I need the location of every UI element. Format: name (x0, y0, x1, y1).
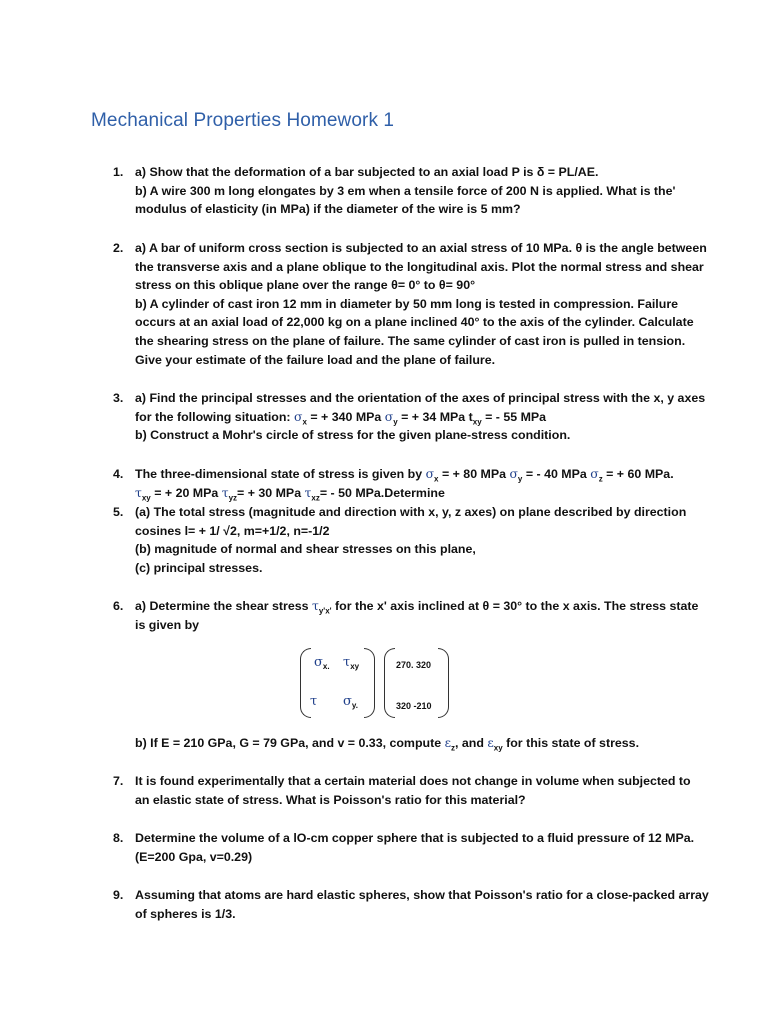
subscript: x. (322, 662, 330, 672)
subscript: x (434, 474, 439, 484)
page-title: Mechanical Properties Homework 1 (91, 110, 395, 131)
question-text: It is found experimentally that a certain material does not change in volume when subjected to (135, 774, 691, 788)
question-text: (c) principal stresses. (135, 560, 263, 575)
sigma-symbol: σ (294, 408, 303, 424)
question-number: 7. (113, 774, 124, 788)
question-7 (113, 772, 693, 809)
text-run: a) Determine the shear stress (135, 599, 312, 613)
question-text: b) A wire 300 m long elongates by 3 em when a tensile force of 200 N is applied. What is the' (135, 183, 676, 198)
question-text: Determine the volume of a lO-cm copper sphere that is subjected to a fluid pressure of 12 MPa. (135, 831, 695, 845)
text-run: = - 55 MPa (481, 409, 547, 424)
question-4 (113, 465, 693, 502)
matrix-cell (343, 694, 358, 709)
question-text: of spheres is 1/3. (135, 906, 236, 921)
text-run: for this state of stress. (502, 736, 640, 750)
question-3 (113, 389, 706, 445)
question-text (135, 734, 693, 753)
text-run: = + 80 MPa (438, 467, 510, 481)
question-text: b) Construct a Mohr's circle of stress for the given plane-stress condition. (135, 428, 571, 443)
epsilon-symbol: ε (487, 735, 494, 750)
text-run: = + 30 MPa (237, 485, 305, 500)
question-number: 3. (113, 391, 124, 405)
question-9 (113, 886, 709, 923)
sigma-symbol: σ (384, 408, 394, 424)
matrix-bracket-left (384, 648, 395, 718)
question-1 (113, 163, 693, 219)
subscript: xz (311, 493, 320, 503)
sigma-symbol: σ (314, 655, 323, 670)
sigma-symbol: σ (343, 694, 352, 709)
question-text (135, 408, 693, 427)
matrix-cell (310, 694, 317, 709)
subscript: y'x' (318, 606, 332, 616)
question-text: an elastic state of stress. What is Poisson's ratio for this material? (135, 792, 526, 807)
question-text: Assuming that atoms are hard elastic spheres, show that Poisson's ratio for a close-packed array (135, 888, 709, 902)
tau-symbol: τ (310, 694, 318, 709)
tau-symbol: τ (343, 655, 351, 670)
text-run: for the x' axis inclined at θ = 30° to the x axis. The stress state (331, 599, 699, 613)
question-text: a) Find the principal stresses and the orientation of the axes of principal stress with the x, y axes (135, 391, 706, 405)
question-text: stress on this oblique plane over the range θ= 0° to θ= 90° (135, 278, 476, 293)
question-text: the transverse axis and a plane oblique to the longitudinal axis. Plot the normal stress and shear (135, 259, 704, 274)
epsilon-symbol: ε (444, 735, 451, 750)
question-2 (113, 239, 707, 369)
tau-symbol: τ (135, 484, 142, 500)
matrix-cell (314, 655, 330, 670)
subscript: z (450, 743, 455, 753)
question-text: Give your estimate of the failure load and the plane of failure. (135, 352, 496, 367)
question-text (135, 597, 699, 616)
question-5 (113, 503, 693, 577)
subscript: z (598, 474, 603, 484)
text-run: = - 50 MPa.Determine (319, 485, 445, 500)
text-run: = + 34 MPa t (397, 409, 473, 424)
question-text: cosines l= + 1/ √2, m=+1/2, n=-1/2 (135, 523, 330, 538)
question-text (135, 465, 693, 484)
question-text: a) Show that the deformation of a bar subjected to an axial load P is δ = PL/AE. (135, 165, 599, 179)
matrix-bracket-right (364, 648, 375, 718)
sigma-symbol: σ (509, 466, 518, 481)
question-number: 8. (113, 831, 124, 845)
question-text: (b) magnitude of normal and shear stresses on this plane, (135, 542, 476, 557)
question-number: 1. (113, 165, 124, 179)
text-run: = + 60 MPa. (602, 467, 674, 481)
matrix-row: 270. 320 (396, 660, 432, 670)
text-run: for the following situation: (135, 409, 294, 424)
sigma-symbol: σ (590, 466, 599, 481)
question-text: (E=200 Gpa, v=0.29) (135, 849, 253, 864)
text-run: = + 20 MPa (150, 485, 222, 500)
matrix-bracket-right (438, 648, 449, 718)
matrix-row: 320 -210 (396, 701, 432, 711)
tau-symbol: τ (304, 484, 312, 500)
question-text: b) A cylinder of cast iron 12 mm in diameter by 50 mm long is tested in compression. Failure (135, 296, 679, 311)
question-text (135, 484, 693, 503)
subscript: xy (141, 493, 151, 503)
subscript: x (302, 417, 307, 427)
text-run: b) If E = 210 GPa, G = 79 GPa, and v = 0.33, compute (135, 736, 445, 750)
question-text: modulus of elasticity (in MPa) if the diameter of the wire is 5 mm? (135, 202, 521, 217)
question-number: 5. (113, 505, 124, 519)
question-text: is given by (135, 617, 200, 632)
text-run: , and (454, 736, 488, 750)
question-text: (a) The total stress (magnitude and direction with x, y, z axes) on plane described by direction (135, 505, 687, 519)
subscript: y (517, 474, 523, 484)
matrix-cell (343, 655, 359, 670)
tau-symbol: τ (221, 484, 229, 500)
stress-matrices (300, 648, 460, 718)
subscript: xy (350, 662, 360, 672)
subscript: xy (472, 417, 482, 427)
question-number: 9. (113, 888, 124, 902)
question-text: a) A bar of uniform cross section is subjected to an axial stress of 10 MPa. θ is the angle between (135, 241, 707, 255)
text-run: = - 40 MPa (522, 467, 591, 481)
question-text: the shearing stress on the plane of failure. The same cylinder of cast iron is pulled in tension. (135, 333, 686, 348)
text-run: = + 340 MPa (306, 409, 385, 424)
question-6 (113, 597, 699, 634)
question-text: occurs at an axial load of 22,000 kg on a plane inclined 40° to the axis of the cylinder. Calculate (135, 315, 694, 330)
subscript: xy (493, 743, 503, 753)
question-6b (113, 734, 693, 753)
text-run: The three-dimensional state of stress is given by (135, 467, 426, 481)
subscript: y (393, 417, 398, 427)
subscript: y. (351, 701, 358, 711)
question-number: 6. (113, 599, 124, 613)
question-8 (113, 829, 693, 866)
subscript: yz (228, 493, 238, 503)
question-number: 2. (113, 241, 124, 255)
sigma-symbol: σ (425, 466, 435, 481)
question-number: 4. (113, 467, 124, 481)
tau-symbol: τ (312, 598, 319, 613)
